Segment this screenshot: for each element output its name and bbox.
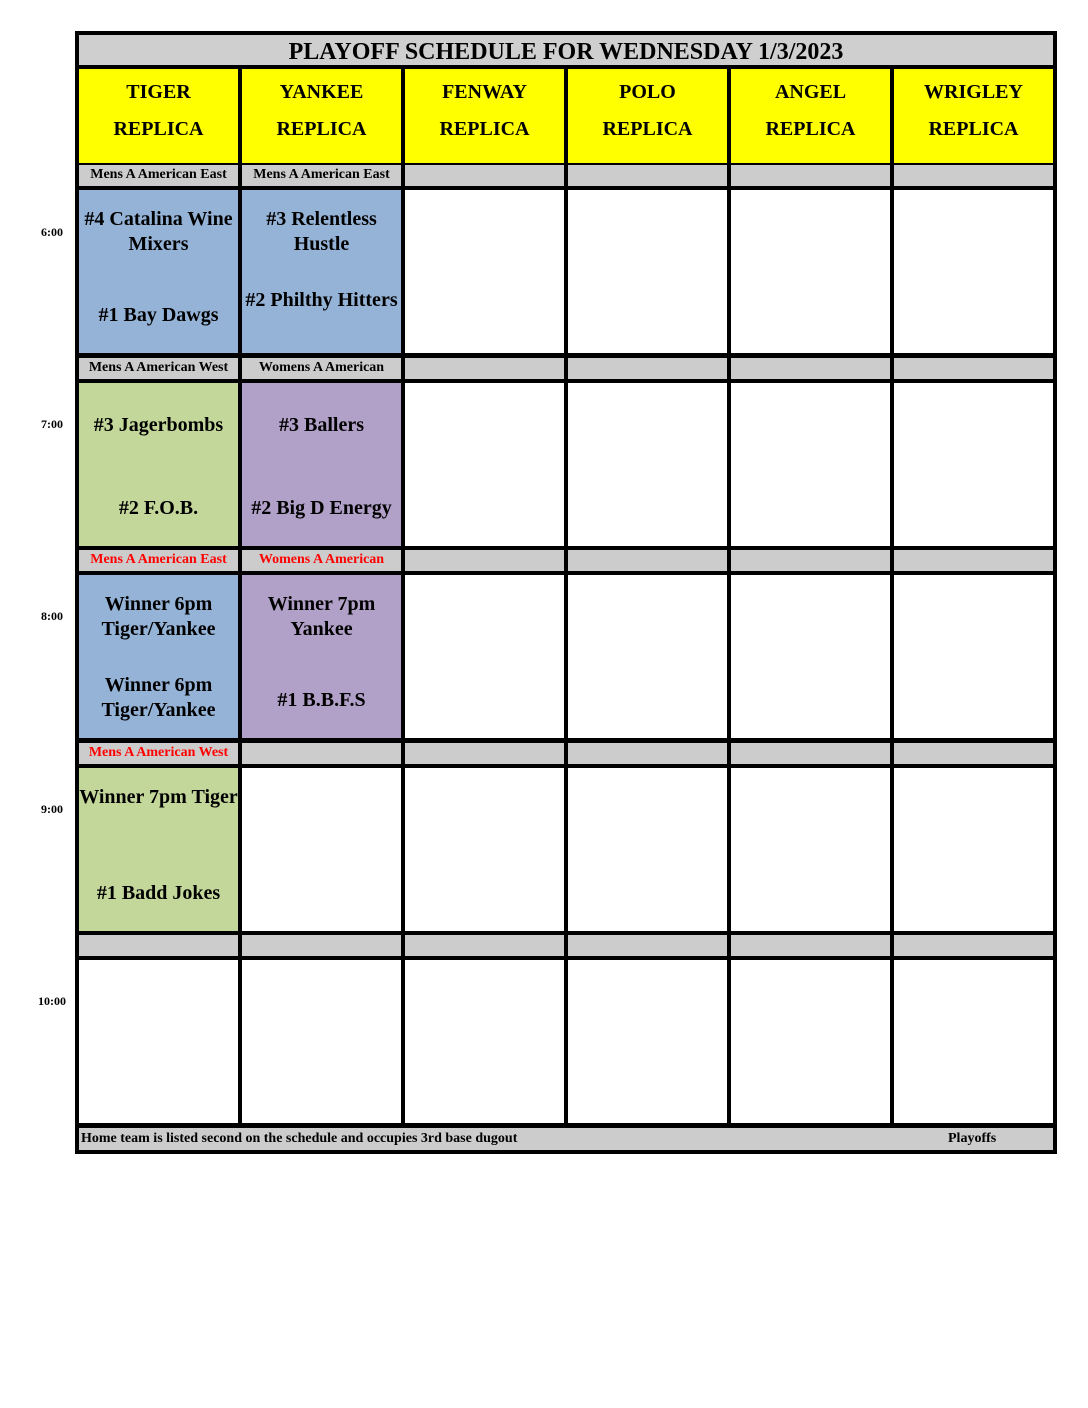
field-name: TIGER bbox=[126, 81, 191, 103]
division-label bbox=[405, 165, 564, 186]
away-team: Winner 7pm Yankee bbox=[267, 593, 376, 640]
division-label bbox=[894, 358, 1053, 379]
division-label bbox=[731, 743, 890, 764]
division-label: Mens A American West bbox=[79, 743, 238, 764]
game-cell[interactable] bbox=[242, 383, 401, 546]
game-cell[interactable] bbox=[79, 383, 238, 546]
field-header-wrigley[interactable] bbox=[894, 69, 1053, 163]
home-team: #2 Philthy Hitters bbox=[245, 289, 398, 311]
division-label: Mens A American West bbox=[79, 358, 238, 379]
empty-game-cell[interactable] bbox=[894, 190, 1053, 353]
away-team: #4 Catalina Wine Mixers bbox=[84, 208, 233, 255]
empty-game-cell[interactable] bbox=[568, 190, 727, 353]
empty-game-cell[interactable] bbox=[405, 383, 564, 546]
game-cell[interactable] bbox=[79, 575, 238, 738]
field-sub: REPLICA bbox=[765, 118, 856, 140]
empty-game-cell[interactable] bbox=[731, 960, 890, 1123]
empty-game-cell[interactable] bbox=[568, 960, 727, 1123]
page-title: PLAYOFF SCHEDULE FOR WEDNESDAY 1/3/2023 bbox=[79, 35, 1053, 65]
field-header-yankee[interactable] bbox=[242, 69, 401, 163]
division-label: Womens A American bbox=[242, 358, 401, 379]
home-team: #2 Big D Energy bbox=[251, 497, 392, 519]
empty-game-cell[interactable] bbox=[405, 960, 564, 1123]
division-label: Mens A American East bbox=[79, 165, 238, 186]
away-team: Winner 7pm Tiger bbox=[79, 786, 238, 808]
empty-game-cell[interactable] bbox=[731, 575, 890, 738]
empty-game-cell[interactable] bbox=[242, 768, 401, 931]
field-sub: REPLICA bbox=[928, 118, 1019, 140]
empty-game-cell[interactable] bbox=[568, 768, 727, 931]
field-name: YANKEE bbox=[279, 81, 364, 103]
field-name: WRIGLEY bbox=[924, 81, 1023, 103]
division-label bbox=[568, 743, 727, 764]
home-team: #1 Badd Jokes bbox=[96, 882, 221, 904]
empty-game-cell[interactable] bbox=[894, 768, 1053, 931]
empty-game-cell[interactable] bbox=[731, 768, 890, 931]
division-label bbox=[894, 165, 1053, 186]
division-label bbox=[568, 165, 727, 186]
empty-game-cell[interactable] bbox=[568, 575, 727, 738]
away-team: #3 Ballers bbox=[279, 414, 364, 436]
division-label bbox=[568, 358, 727, 379]
division-label bbox=[731, 358, 890, 379]
division-label bbox=[568, 935, 727, 956]
field-header-tiger[interactable] bbox=[79, 69, 238, 163]
away-team: #3 Jagerbombs bbox=[93, 414, 224, 436]
home-team: #2 F.O.B. bbox=[118, 497, 199, 519]
division-label bbox=[894, 935, 1053, 956]
field-header-polo[interactable] bbox=[568, 69, 727, 163]
footer-note: Home team is listed second on the schedule and occupies 3rd base dugout bbox=[81, 1131, 518, 1146]
field-sub: REPLICA bbox=[439, 118, 530, 140]
time-label: 6:00 bbox=[41, 225, 63, 239]
footer-bar bbox=[79, 1128, 1053, 1150]
division-label bbox=[242, 743, 401, 764]
division-label bbox=[405, 743, 564, 764]
empty-game-cell[interactable] bbox=[894, 960, 1053, 1123]
field-sub: REPLICA bbox=[276, 118, 367, 140]
division-label bbox=[79, 935, 238, 956]
division-label bbox=[405, 358, 564, 379]
footer-tag: Playoffs bbox=[948, 1131, 997, 1146]
division-label bbox=[731, 550, 890, 571]
division-label bbox=[731, 165, 890, 186]
empty-game-cell[interactable] bbox=[894, 575, 1053, 738]
division-label bbox=[405, 550, 564, 571]
field-name: POLO bbox=[619, 81, 676, 103]
time-label: 9:00 bbox=[41, 802, 63, 816]
empty-game-cell[interactable] bbox=[405, 768, 564, 931]
empty-game-cell[interactable] bbox=[731, 383, 890, 546]
field-name: FENWAY bbox=[442, 81, 527, 103]
schedule-table bbox=[75, 31, 1057, 1154]
game-cell[interactable] bbox=[79, 190, 238, 353]
empty-game-cell[interactable] bbox=[405, 575, 564, 738]
division-label bbox=[894, 743, 1053, 764]
division-label bbox=[242, 935, 401, 956]
empty-game-cell[interactable] bbox=[894, 383, 1053, 546]
field-name: ANGEL bbox=[774, 81, 847, 103]
empty-game-cell[interactable] bbox=[405, 190, 564, 353]
field-sub: REPLICA bbox=[113, 118, 204, 140]
game-cell[interactable] bbox=[242, 575, 401, 738]
division-label bbox=[405, 935, 564, 956]
home-team: #1 Bay Dawgs bbox=[98, 304, 219, 326]
time-label: 8:00 bbox=[41, 609, 63, 623]
empty-game-cell[interactable] bbox=[568, 383, 727, 546]
division-label bbox=[568, 550, 727, 571]
away-team: #3 Relentless Hustle bbox=[266, 208, 377, 255]
home-team: #1 B.B.F.S bbox=[277, 689, 366, 711]
division-label: Mens A American East bbox=[79, 550, 238, 571]
game-cell[interactable] bbox=[79, 768, 238, 931]
division-label: Mens A American East bbox=[242, 165, 401, 186]
game-cell[interactable] bbox=[242, 190, 401, 353]
empty-game-cell[interactable] bbox=[242, 960, 401, 1123]
home-team: Winner 6pm Tiger/Yankee bbox=[101, 674, 216, 721]
field-header-angel[interactable] bbox=[731, 69, 890, 163]
field-sub: REPLICA bbox=[602, 118, 693, 140]
division-label bbox=[894, 550, 1053, 571]
time-label: 10:00 bbox=[38, 994, 66, 1008]
time-label: 7:00 bbox=[41, 417, 63, 431]
empty-game-cell[interactable] bbox=[79, 960, 238, 1123]
division-label bbox=[731, 935, 890, 956]
field-header-fenway[interactable] bbox=[405, 69, 564, 163]
empty-game-cell[interactable] bbox=[731, 190, 890, 353]
away-team: Winner 6pm Tiger/Yankee bbox=[101, 593, 216, 640]
division-label: Womens A American bbox=[242, 550, 401, 571]
